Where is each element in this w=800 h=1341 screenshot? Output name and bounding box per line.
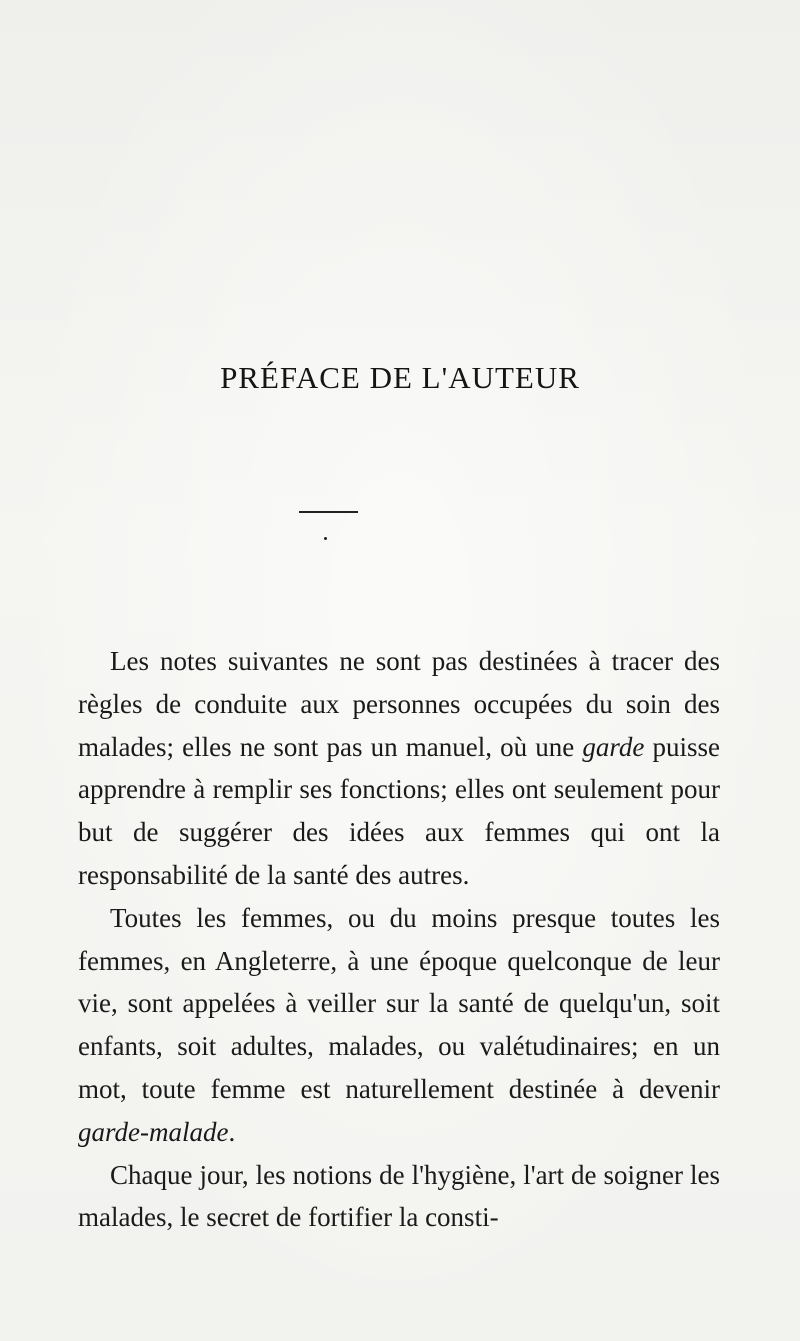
paragraph-1-italic-garde: garde (582, 731, 645, 762)
paragraph-1-text-b: puisse apprendre à remplir ses fonctions; elles ont seulement pour but de suggérer des idées aux femmes qui ont la responsabilité de la santé des autres. (78, 731, 720, 890)
heading-rule (299, 511, 358, 513)
paragraph-1-text-a: Les notes suivantes ne sont pas destinées à tracer des règles de conduite aux personnes occupées du soin des malades; elles ne sont pas un manuel, où une (78, 646, 720, 762)
paragraph-2 (78, 897, 720, 1154)
paragraph-2-italic-garde-malade: garde-malade (78, 1116, 229, 1147)
paragraph-2-text-b: . (228, 1116, 236, 1147)
page-heading: PRÉFACE DE L'AUTEUR (220, 360, 580, 395)
paragraph-3-text: Chaque jour, les notions de l'hygiène, l'art de soigner les malades, le secret de fortifier la consti- (78, 1159, 720, 1233)
body-text (78, 640, 720, 1239)
paragraph-1 (78, 640, 720, 897)
heading-rule-dot (324, 537, 327, 540)
paragraph-3 (78, 1154, 720, 1240)
paragraph-2-text-a: Toutes les femmes, ou du moins presque toutes les femmes, en Angleterre, à une époque quelconque de leur vie, sont appelées à veiller sur la santé de quelqu'un, soit enfants, soit adultes, malades, ou valétudinaires; en un mot, toute femme est naturellement destinée à devenir (78, 902, 720, 1104)
